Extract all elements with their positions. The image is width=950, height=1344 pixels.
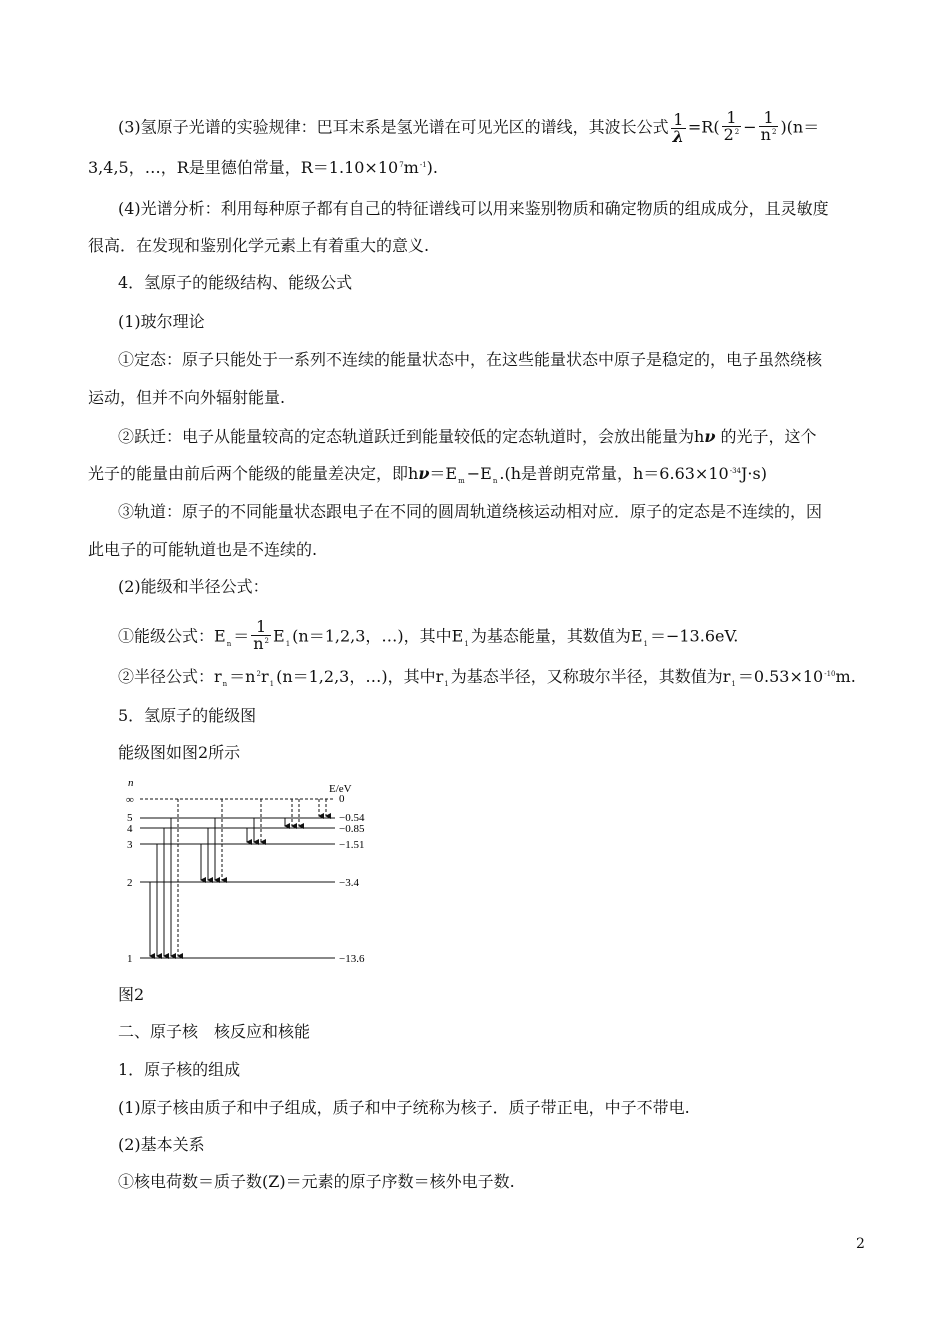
level-n-3: 3: [127, 839, 133, 851]
stationary-state-line2: 运动，但并不向外辐射能量.: [88, 388, 286, 407]
level-n-inf: ∞: [126, 794, 134, 806]
charge-number-relation: ①核电荷数＝质子数(Z)＝元素的原子序数＝核外电子数.: [118, 1172, 515, 1191]
level-energy-4: −0.85: [339, 823, 365, 835]
fraction-one-over-n-squared-energy: $\frac{1}{n^2}$: [253, 617, 269, 653]
nucleus-composition-text: (1)原子核由质子和中子组成，质子和中子统称为核子．质子带正电，中子不带电.: [118, 1098, 690, 1117]
axis-label-energy: E/eV: [329, 783, 352, 795]
level-n-4: 4: [127, 823, 133, 835]
figure-caption: 图2: [118, 985, 145, 1004]
level-energy-3: −1.51: [339, 839, 365, 851]
paragraph-spectral-analysis-line2: 很高．在发现和鉴别化学元素上有着重大的意义.: [88, 236, 430, 255]
level-energy-2: −3.4: [339, 877, 359, 889]
level-n-1: 1: [127, 953, 133, 965]
formulas-title: (2)能级和半径公式：: [118, 577, 269, 596]
orbit-line2: 此电子的可能轨道也是不连续的.: [88, 540, 318, 559]
fraction-one-over-lambda: $\frac{1}{\lambda}$: [672, 109, 684, 146]
level-energy-inf: 0: [339, 793, 345, 805]
transition-line2: 光子的能量由前后两个能级的能量差决定，即$h\nu=E_m -E_n$ .(h是普朗克常量，$h=6.63\times 10^{-34}J\cdot s$): [88, 464, 767, 485]
orbit-line1: ③轨道：原子的不同能量状态跟电子在不同的圆周轨道绕核运动相对应．原子的定态是不连续的，因: [118, 502, 823, 521]
axis-label-n: n: [128, 777, 134, 789]
level-energy-5: −0.54: [339, 812, 365, 824]
paragraph-balmer-line2: 3,4,5，…，R是里德伯常量，$R=1.10\times 10^7m^{-1}$).: [88, 158, 438, 177]
paragraph-balmer-line1: (3)氢原子光谱的实验规律：巴耳末系是氢光谱在可见光区的谱线，其波长公式 $\frac{1}{\lambda}$ =R( $\frac{1}{2^2}$ − $\frac{1}{n^2}$ )(n＝: [118, 108, 820, 146]
stationary-state-line1: ①定态：原子只能处于一系列不连续的能量状态中，在这些能量状态中原子是稳定的，电子虽然绕核: [118, 350, 823, 369]
bohr-theory-title: (1)玻尔理论: [118, 312, 205, 331]
figure-intro: 能级图如图2所示: [118, 743, 241, 762]
basic-relations-title: (2)基本关系: [118, 1135, 205, 1154]
level-energy-1: −13.6: [339, 953, 365, 965]
transition-line1: ②跃迁：电子从能量较高的定态轨道跃迁到能量较低的定态轨道时，会放出能量为hν 的光子，这个: [118, 427, 817, 446]
heading-5: 5．氢原子的能级图: [118, 706, 257, 725]
energy-formula: ①能级公式：$E_n$ ＝ $\frac{1}{n^2}$ $E_1$ (n＝1,2,3，…)，其中$E_1$ 为基态能量，其数值为$E_1 =-13.6eV$.: [118, 617, 739, 653]
energy-level-diagram: [118, 774, 388, 974]
page-number: 2: [856, 1236, 865, 1252]
balmer-intro: (3)氢原子光谱的实验规律：巴耳末系是氢光谱在可见光区的谱线，其波长公式: [118, 117, 669, 137]
fraction-one-over-n-squared: $\frac{1}{n^2}$: [760, 108, 777, 144]
level-n-5: 5: [127, 812, 133, 824]
paragraph-spectral-analysis-line1: (4)光谱分析：利用每种原子都有自己的特征谱线可以用来鉴别物质和确定物质的组成成分，且灵敏度: [118, 199, 829, 218]
subheading-nucleus-composition: 1．原子核的组成: [118, 1060, 241, 1079]
level-n-2: 2: [127, 877, 133, 889]
section-heading-nucleus: 二、原子核 核反应和核能: [118, 1022, 311, 1041]
fraction-one-over-two-squared: $\frac{1}{2^2}$: [723, 108, 740, 144]
heading-4: 4．氢原子的能级结构、能级公式: [118, 273, 353, 292]
radius-formula: ②半径公式：$r_n =n^2r_1$ (n＝1,2,3，…)，其中$r_1$ 为基态半径，又称玻尔半径，其数值为$r_1 =0.53\times 10^{-10}m$.: [118, 667, 856, 688]
